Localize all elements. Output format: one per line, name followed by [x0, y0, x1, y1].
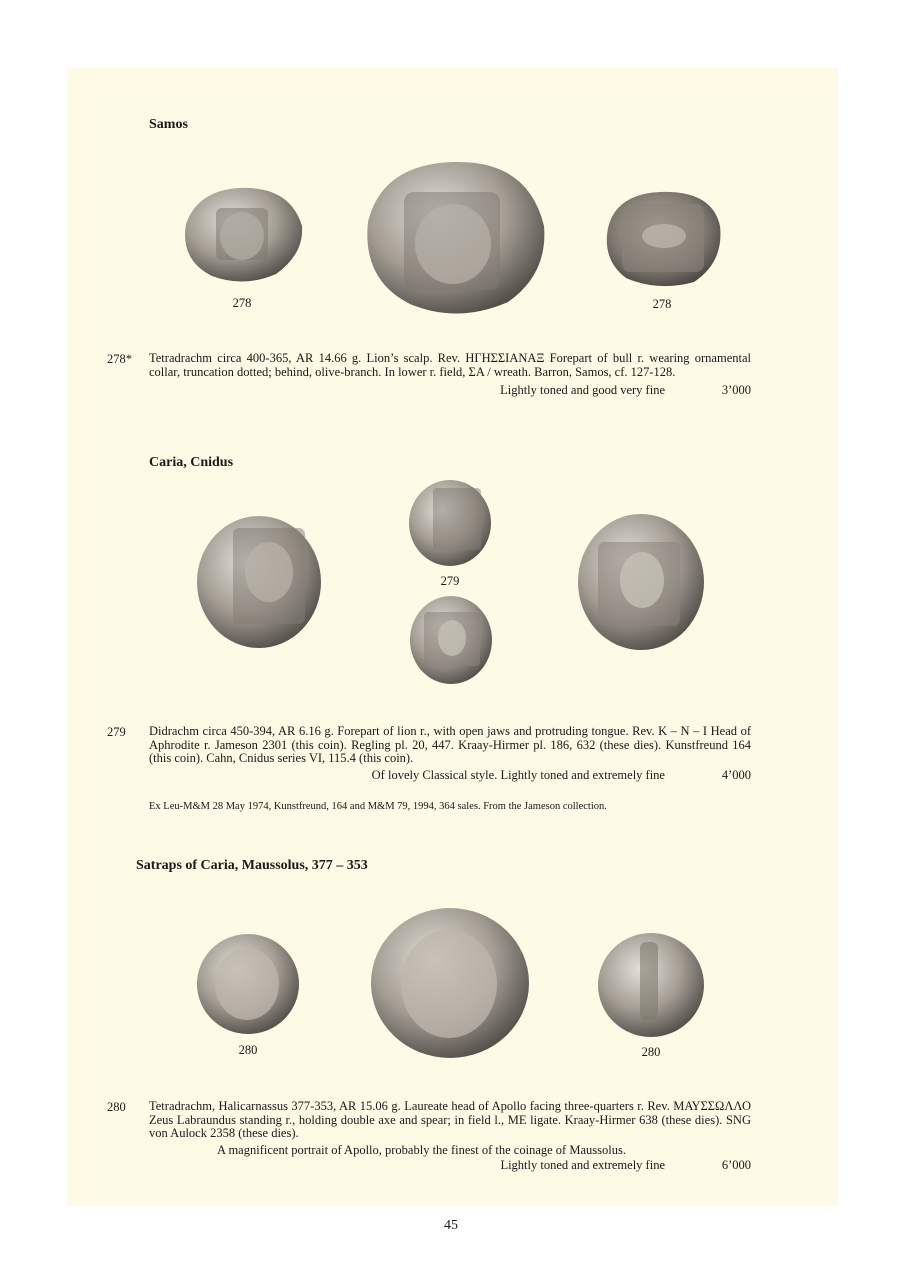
section-title: Caria, Cnidus	[149, 455, 234, 470]
lot-estimate: 3’000	[721, 383, 751, 397]
coin-obverse-lion-scalp-large	[358, 158, 548, 318]
coin-obverse-lion-forepart-large	[195, 514, 325, 650]
coin-obverse-apollo-small	[195, 932, 301, 1036]
lot-estimate: 6’000	[721, 1158, 751, 1172]
coin-reverse-bull-forepart	[602, 190, 724, 290]
coin-obverse-lion-forepart-small	[407, 478, 493, 568]
lot-description: Didrachm circa 450-394, AR 6.16 g. Forepart of lion r., with open jaws and protruding tongue. Rev. Κ – Ν – Ι Head of Aphrodite r. Jameson 2301 (this coin). Regling pl. 20, 447. Kraay-Hirmer pl. 186, 632 (these dies). Kunstfreund 164 (this coin). Cahn, Cnidus series VI, 115.4 (this coin).	[149, 724, 751, 765]
lot-description: Tetradrachm circa 400-365, AR 14.66 g. Lion’s scalp. Rev. ΗΓΗΣΣΙΑΝΑΞ Forepart of bull r. wearing ornamental collar, truncation dotted; behind, olive-branch. In lower r. field, ΣΑ / wreath. Barron, Samos, cf. 127-128.	[149, 351, 751, 379]
lot-number: 278*	[107, 352, 132, 366]
lot-description: Tetradrachm, Halicarnassus 377-353, AR 15.06 g. Laureate head of Apollo facing three-quarters r. Rev. ΜΑΥΣΣΩΛΛΟ Zeus Labraundus standing r., holding double axe and spear; in field l., ΜΕ ligate. Kraay-Hirmer 638 (these dies). SNG von Aulock 2358 (these dies).	[149, 1099, 751, 1140]
lot-estimate: 4’000	[721, 768, 751, 782]
coin-reverse-aphrodite-small	[408, 594, 494, 686]
lot-number: 280	[107, 1100, 126, 1114]
coin-obverse-lion-scalp-small	[178, 184, 306, 286]
coin-reverse-aphrodite-large	[576, 512, 706, 652]
section-title: Satraps of Caria, Maussolus, 377 – 353	[136, 858, 368, 873]
page-number: 45	[444, 1218, 458, 1233]
lot-grade: Of lovely Classical style. Lightly toned and extremely fine	[371, 768, 665, 782]
coin-obverse-apollo-large	[369, 906, 531, 1060]
section-title: Samos	[149, 117, 188, 132]
coin-caption: 278	[232, 296, 252, 310]
coin-caption: 279	[440, 574, 460, 588]
lot-grade: Lightly toned and good very fine	[500, 383, 665, 397]
coin-reverse-zeus-labraundus	[596, 930, 706, 1040]
lot-number: 279	[107, 725, 126, 739]
coin-caption: 278	[652, 297, 672, 311]
coin-caption: 280	[641, 1045, 661, 1059]
provenance-note: Ex Leu-M&M 28 May 1974, Kunstfreund, 164 and M&M 79, 1994, 364 sales. From the Jameson collection.	[149, 801, 607, 812]
lot-grade-remark: A magnificent portrait of Apollo, probably the finest of the coinage of Maussolus.	[217, 1143, 626, 1157]
coin-caption: 280	[238, 1043, 258, 1057]
lot-grade: Lightly toned and extremely fine	[500, 1158, 665, 1172]
